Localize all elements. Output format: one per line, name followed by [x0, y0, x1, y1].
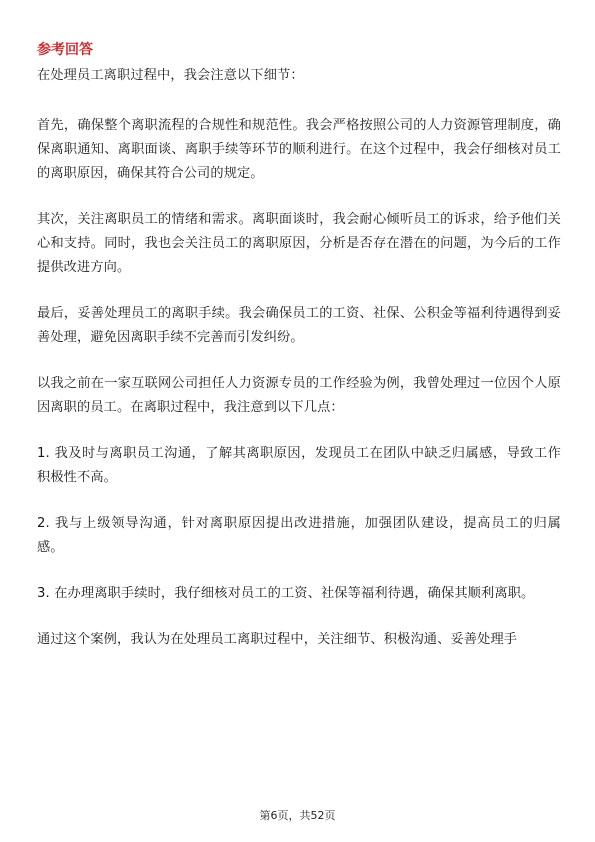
paragraph-first: 首先，确保整个离职流程的合规性和规范性。我会严格按照公司的人力资源管理制度，确保离职通知、离职面谈、离职手续等环节的顺利进行。在这个过程中，我会仔细核对员工的离职原因，确保其符合公司的规定。 — [37, 118, 561, 181]
list-item-1: 1. 我及时与离职员工沟通，了解其离职原因，发现员工在团队中缺乏归属感，导致工作积极性不高。 — [37, 446, 561, 485]
paragraph-second: 其次，关注离职员工的情绪和需求。离职面谈时，我会耐心倾听员工的诉求，给予他们关心和支持。同时，我也会关注员工的离职原因，分析是否存在潜在的问题，为今后的工作提供改进方向。 — [37, 212, 561, 275]
paragraph-example: 以我之前在一家互联网公司担任人力资源专员的工作经验为例，我曾处理过一位因个人原因离职的员工。在离职过程中，我注意到以下几点： — [37, 376, 561, 415]
answer-body — [37, 64, 561, 674]
paragraph-intro: 在处理员工离职过程中，我会注意以下细节： — [37, 68, 304, 83]
list-item-3: 3. 在办理离职手续时，我仔细核对员工的工资、社保等福利待遇，确保其顺利离职。 — [37, 586, 535, 601]
paragraph-conclusion: 通过这个案例，我认为在处理员工离职过程中，关注细节、积极沟通、妥善处理手 — [37, 632, 518, 647]
section-heading: 参考回答 — [37, 42, 93, 58]
list-item-2: 2. 我与上级领导沟通，针对离职原因提出改进措施，加强团队建设，提高员工的归属感。 — [37, 516, 561, 555]
page-number: 第6页，共52页 — [259, 809, 336, 822]
paragraph-last: 最后，妥善处理员工的离职手续。我会确保员工的工资、社保、公积金等福利待遇得到妥善处理，避免因离职手续不完善而引发纠纷。 — [37, 306, 561, 345]
